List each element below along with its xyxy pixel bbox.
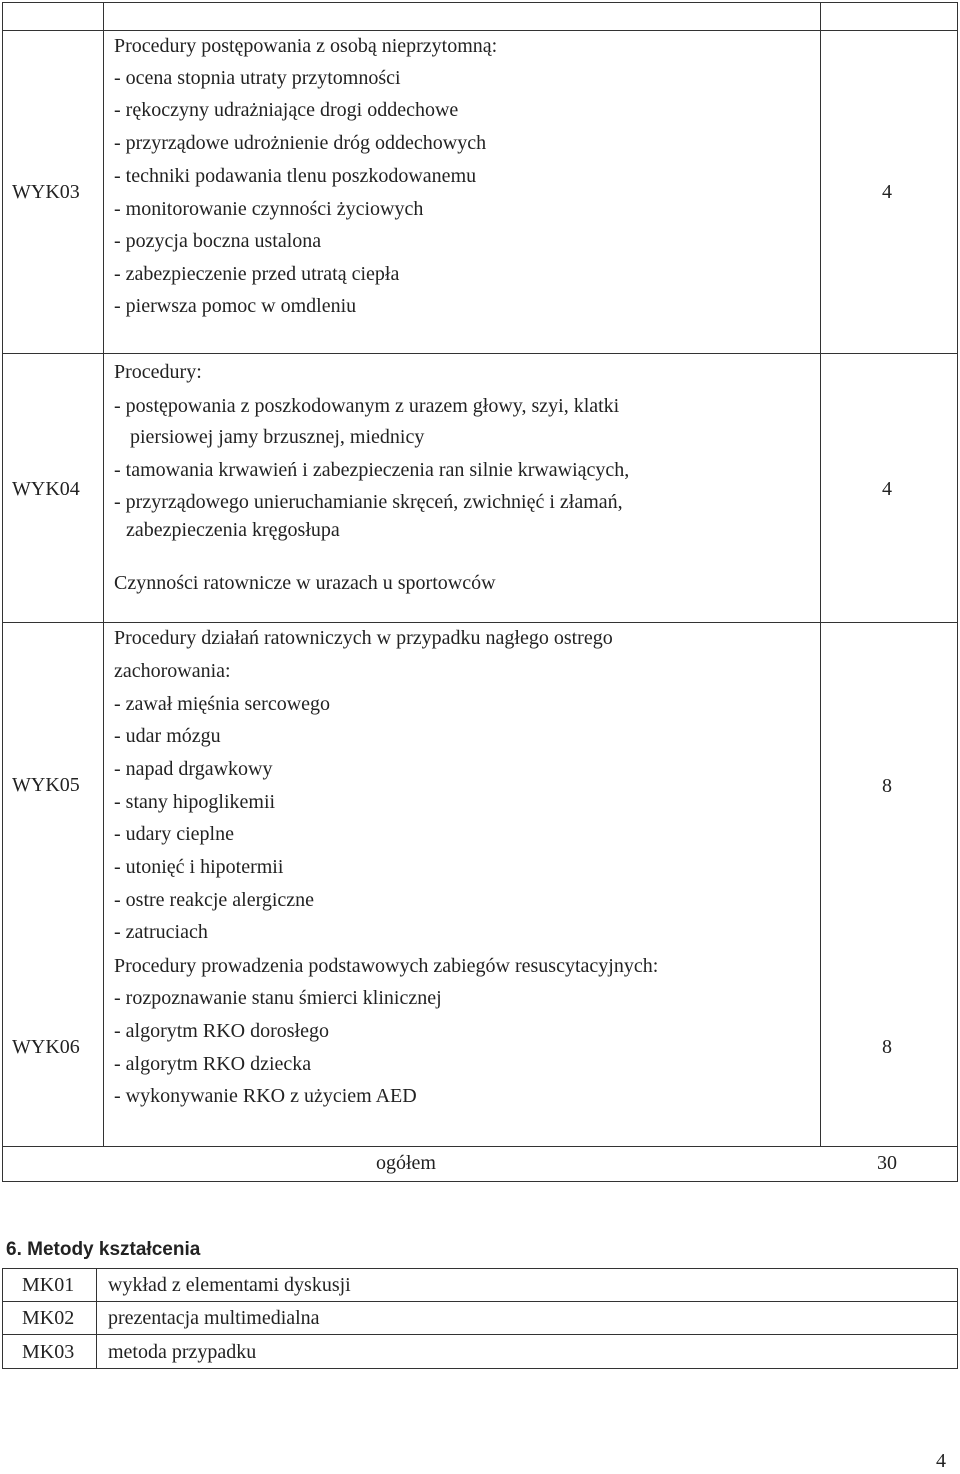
row-code: WYK03 [12, 181, 80, 203]
content-line: - zatruciach [114, 921, 208, 943]
row-hours: 4 [882, 181, 892, 203]
table-col-divider [820, 2, 821, 1146]
content-line: - udar mózgu [114, 725, 221, 747]
content-line: Procedury prowadzenia podstawowych zabiegów resuscytacyjnych: [114, 955, 659, 977]
row-hours: 4 [882, 478, 892, 500]
content-line: - postępowania z poszkodowanym z urazem głowy, szyi, klatki [114, 395, 620, 417]
methods-col-divider [96, 1268, 97, 1369]
content-line: - pozycja boczna ustalona [114, 230, 322, 252]
table-row-divider [2, 30, 958, 31]
row-code: WYK04 [12, 478, 80, 500]
method-description: metoda przypadku [108, 1341, 257, 1363]
method-description: wykład z elementami dyskusji [108, 1274, 351, 1296]
methods-row-divider [2, 1334, 958, 1335]
content-line: - zabezpieczenie przed utratą ciepła [114, 263, 400, 285]
methods-table-bottom-border [2, 1368, 958, 1369]
method-description: prezentacja multimedialna [108, 1307, 320, 1329]
content-line: - stany hipoglikemii [114, 791, 276, 813]
total-value: 30 [877, 1152, 897, 1174]
methods-table-left-border [2, 1268, 3, 1369]
content-line: - monitorowanie czynności życiowych [114, 198, 424, 220]
content-line: - przyrządowego unieruchamianie skręceń, zwichnięć i złamań, [114, 491, 623, 513]
total-label: ogółem [376, 1152, 436, 1174]
content-line: - wykonywanie RKO z użyciem AED [114, 1085, 417, 1107]
method-code: MK01 [22, 1274, 75, 1296]
table-row-divider [2, 622, 958, 623]
content-line: - ocena stopnia utraty przytomności [114, 67, 401, 89]
content-line: - ostre reakcje alergiczne [114, 889, 315, 911]
table-right-border [957, 2, 958, 1182]
content-line: Procedury działań ratowniczych w przypadku nagłego ostrego [114, 627, 613, 649]
table-row-divider [2, 1146, 958, 1147]
content-line: - rozpoznawanie stanu śmierci klinicznej [114, 987, 442, 1009]
content-line: - techniki podawania tlenu poszkodowanemu [114, 165, 477, 187]
content-line: - tamowania krwawień i zabezpieczenia ran silnie krwawiących, [114, 459, 630, 481]
methods-row-divider [2, 1301, 958, 1302]
content-line: - napad drgawkowy [114, 758, 273, 780]
content-line: Czynności ratownicze w urazach u sportowców [114, 572, 496, 594]
content-line: - rękoczyny udrażniające drogi oddechowe [114, 99, 459, 121]
table-col-divider [103, 2, 104, 1146]
table-top-border [2, 2, 958, 3]
content-line: - pierwsza pomoc w omdleniu [114, 295, 357, 317]
method-code: MK03 [22, 1341, 75, 1363]
content-line: Procedury: [114, 361, 202, 383]
content-line: Procedury postępowania z osobą nieprzytomną: [114, 35, 498, 57]
content-line: - algorytm RKO dziecka [114, 1053, 312, 1075]
page-number: 4 [936, 1450, 946, 1472]
content-line: - utonięć i hipotermii [114, 856, 284, 878]
methods-table-right-border [957, 1268, 958, 1369]
row-hours: 8 [882, 775, 892, 797]
content-line: - zawał mięśnia sercowego [114, 693, 331, 715]
content-line: zachorowania: [114, 660, 231, 682]
row-hours: 8 [882, 1036, 892, 1058]
content-line: - algorytm RKO dorosłego [114, 1020, 329, 1042]
content-line: - udary cieplne [114, 823, 234, 845]
method-code: MK02 [22, 1307, 75, 1329]
table-bottom-border [2, 1181, 958, 1182]
content-line: zabezpieczenia kręgosłupa [126, 519, 340, 541]
table-left-border [2, 2, 3, 1182]
table-row-divider [2, 353, 958, 354]
row-code: WYK05 [12, 774, 80, 796]
content-line: - przyrządowe udrożnienie dróg oddechowych [114, 132, 487, 154]
content-line: piersiowej jamy brzusznej, miednicy [130, 426, 425, 448]
methods-table-top-border [2, 1268, 958, 1269]
row-code: WYK06 [12, 1036, 80, 1058]
section-title: 6. Metody kształcenia [6, 1239, 201, 1260]
